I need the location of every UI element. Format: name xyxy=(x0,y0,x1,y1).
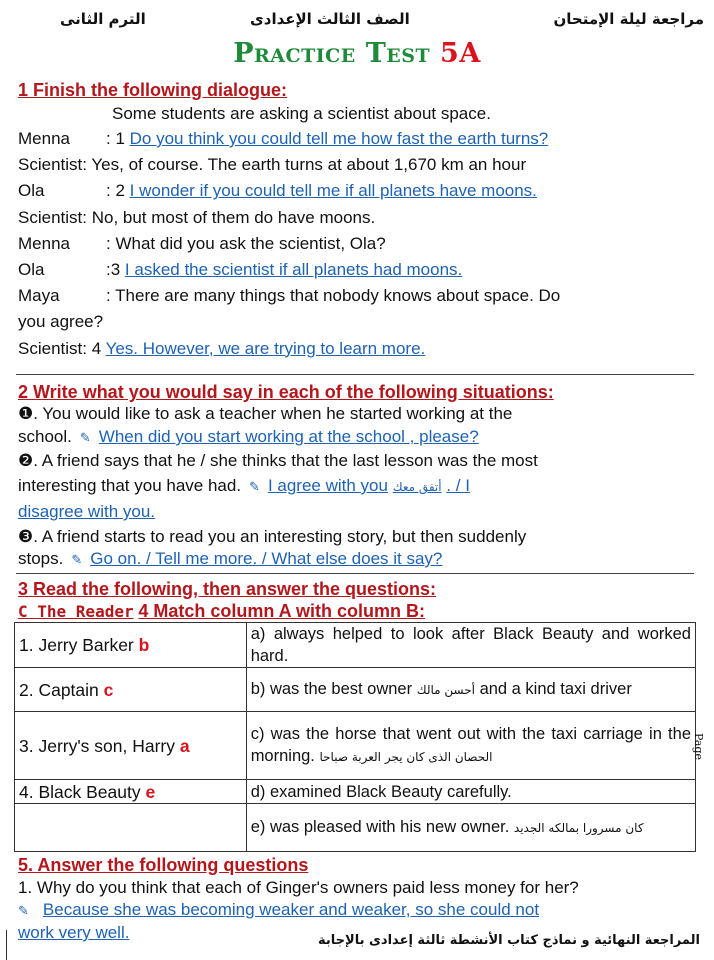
match-table xyxy=(14,622,696,852)
match-answer: c xyxy=(103,679,114,700)
match-heading: 4 Match column A with column B: xyxy=(138,601,426,621)
dialogue-answer: I wonder if you could tell me if all planets have moons. xyxy=(129,181,537,201)
column-b-arabic: أحسن مالك xyxy=(416,683,475,697)
column-b-cell xyxy=(246,668,695,712)
situation-2-answer-b: . / I xyxy=(446,476,470,495)
situation-3-tail: stops. xyxy=(18,549,64,568)
table-row xyxy=(15,804,696,852)
column-b-arabic: كان مسرورا بمالكه الجديد xyxy=(513,821,644,835)
pen-icon: ✎ xyxy=(71,552,83,567)
dialogue-line xyxy=(18,179,537,203)
column-b-cell: d) examined Black Beauty carefully. xyxy=(246,780,695,804)
situation-1-line1: ❶. You would like to ask a teacher when he started working at the xyxy=(18,404,513,423)
speaker-name: Maya xyxy=(18,286,60,306)
dialogue-answer: Yes. However, we are trying to learn more. xyxy=(105,338,426,358)
column-b-arabic: الحصان الذى كان يجر العربة صباحا xyxy=(319,750,493,764)
reader-label: C The Reader xyxy=(18,602,134,621)
dialogue-answer: I asked the scientist if all planets had moons. xyxy=(124,260,463,279)
speaker-separator: : xyxy=(106,286,111,306)
column-b-text: e) was pleased with his new owner. xyxy=(250,818,510,836)
pen-icon: ✎ xyxy=(249,479,260,494)
situation-2-line1: ❷. A friend says that he / she thinks that the last lesson was the most xyxy=(18,451,538,470)
section1-heading: 1 Finish the following dialogue: xyxy=(18,80,287,100)
dialogue-text: Yes, of course. The earth turns at about 1,670 km an hour xyxy=(91,155,527,175)
answer-1-line2: work very well. xyxy=(18,923,130,942)
speaker-separator: : xyxy=(82,155,87,175)
section5-heading: 5. Answer the following questions xyxy=(18,855,309,875)
speaker-name: Ola xyxy=(18,260,45,279)
speaker-name: Scientist xyxy=(18,155,83,175)
divider xyxy=(16,374,694,375)
dialogue-line xyxy=(18,153,526,177)
grade-label: الصف الثالث الإعدادى xyxy=(250,10,410,28)
dialogue-line xyxy=(18,284,560,308)
dialogue-line xyxy=(18,337,425,361)
page-title xyxy=(0,38,714,69)
table-row xyxy=(15,780,696,804)
match-answer: b xyxy=(138,635,150,655)
speaker-separator: : 2 xyxy=(106,181,125,201)
speaker-separator: : xyxy=(82,207,87,227)
speaker-separator: : 1 xyxy=(106,129,125,148)
speaker-name: Menna xyxy=(18,129,70,148)
column-a-text: 1. Jerry Barker xyxy=(19,635,134,655)
dialogue-line xyxy=(18,232,386,256)
pen-icon: ✎ xyxy=(79,430,91,445)
table-row xyxy=(15,668,696,712)
divider xyxy=(16,573,694,574)
match-heading-line xyxy=(18,599,425,624)
column-a-cell xyxy=(15,623,247,668)
pen-icon: ✎ xyxy=(18,903,29,918)
speaker-name: Ola xyxy=(18,181,45,201)
page-tag: Page xyxy=(691,732,705,761)
title-number: 5A xyxy=(440,38,481,69)
situation-2-answer-c: disagree with you. xyxy=(18,502,156,521)
situation-1-tail: school. xyxy=(18,427,72,446)
question-1: 1. Why do you think that each of Ginger's owners paid less money for her? xyxy=(18,878,579,897)
situation-3-answer: Go on. / Tell me more. / What else does it say? xyxy=(90,549,443,568)
column-a-cell xyxy=(15,712,247,780)
column-a-cell xyxy=(15,668,247,712)
column-a-text: 3. Jerry's son, Harry xyxy=(19,735,176,756)
column-b-text: b) was the best owner xyxy=(250,680,413,698)
column-b-cell xyxy=(246,804,695,852)
situation-2-answer-arabic: أتفق معك xyxy=(392,480,442,494)
section2-heading: 2 Write what you would say in each of the following situations: xyxy=(18,382,554,402)
situation-3-line2 xyxy=(18,547,442,572)
situation-2-tail: interesting that you have had. xyxy=(18,476,242,495)
speaker-separator: : 4 xyxy=(82,338,102,358)
speaker-separator: :3 xyxy=(106,260,121,279)
frame-edge xyxy=(6,930,7,960)
situation-1-line2 xyxy=(18,425,479,450)
review-label: مراجعة ليلة الإمتحان xyxy=(553,10,704,28)
dialogue-text: you agree? xyxy=(18,312,104,332)
speaker-name: Scientist xyxy=(18,207,83,227)
column-a-cell xyxy=(15,804,247,852)
table-row xyxy=(15,623,696,668)
dialogue-text: No, but most of them do have moons. xyxy=(91,207,376,227)
match-answer: e xyxy=(145,781,156,802)
dialogue-line xyxy=(18,310,103,334)
column-a-text: 2. Captain xyxy=(19,679,99,700)
speaker-name: Scientist xyxy=(18,338,83,358)
column-b-cell xyxy=(246,712,695,780)
answer-1-line1 xyxy=(18,898,539,923)
dialogue-line xyxy=(18,206,375,230)
column-a-text: 4. Black Beauty xyxy=(19,781,141,802)
dialogue-text: There are many things that nobody knows about space. Do xyxy=(115,286,561,306)
situation-1-answer: When did you start working at the school , please? xyxy=(98,427,479,446)
column-b-text: c) was the horse that went out with the taxi carriage in the morning. xyxy=(250,725,691,765)
situation-2-line2 xyxy=(18,474,470,499)
column-a-cell xyxy=(15,780,247,804)
table-row xyxy=(15,712,696,780)
speaker-name: Menna xyxy=(18,233,70,253)
answer-1-text: Because she was becoming weaker and weaker, so she could not xyxy=(42,900,540,919)
situation-3-line1: ❸. A friend starts to read you an interesting story, but then suddenly xyxy=(18,527,527,546)
dialogue-text: What did you ask the scientist, Ola? xyxy=(115,233,386,253)
match-answer: a xyxy=(179,735,190,756)
situation-2-answer-a: I agree with you xyxy=(267,476,388,495)
column-b-cell: a) always helped to look after Black Beauty and worked hard. xyxy=(246,623,695,668)
header-bar xyxy=(0,6,714,34)
dialogue-line xyxy=(18,258,462,282)
footer-text: المراجعة النهائية و نماذج كتاب الأنشطة ثالثة إعدادى بالإجابة xyxy=(318,933,700,948)
section1-intro: Some students are asking a scientist about space. xyxy=(112,104,491,123)
column-b-rest: and a kind taxi driver xyxy=(479,680,632,698)
speaker-separator: : xyxy=(106,233,111,253)
title-text: Practice Test xyxy=(233,38,441,69)
term-label: الترم الثانى xyxy=(60,10,146,28)
dialogue-answer: Do you think you could tell me how fast the earth turns? xyxy=(129,129,549,148)
section3-heading: 3 Read the following, then answer the questions: xyxy=(18,579,437,599)
dialogue-line xyxy=(18,127,548,151)
